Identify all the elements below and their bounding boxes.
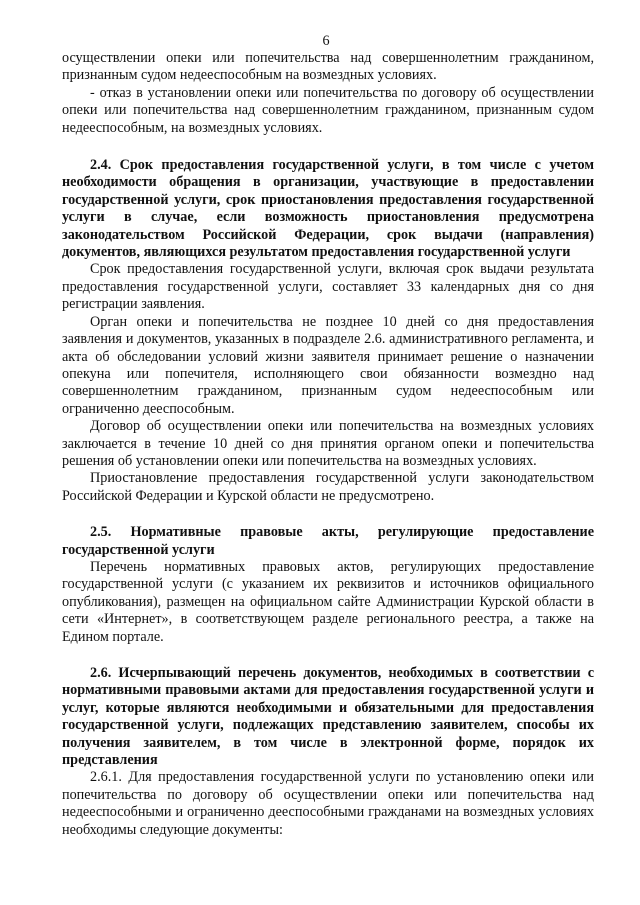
section-2-4-paragraph-2: Орган опеки и попечительства не позднее 10 дней со дня предоставления заявления и документов, указанных в подразделе 2.6. административного регламента, и акта об обследовании условий жизни заявителя принимает решение о назначении опекуна или попечителя, исполняющего свои обязанности возмездно над совершеннолетним гражданином, признанным судом недееспособным или ограниченно дееспособным. bbox=[62, 313, 594, 417]
section-2-5-heading: 2.5. Нормативные правовые акты, регулирующие предоставление государственной услуги bbox=[62, 524, 594, 558]
section-2-6-paragraph-1: 2.6.1. Для предоставления государственной услуги по установлению опеки или попечительства по договору об осуществлении опеки или попечительства над недееспособными и ограниченно дееспособными гражданами на возмездных условиях необходимы следующие документы: bbox=[62, 769, 594, 838]
paragraph-refusal: - отказ в установлении опеки или попечительства по договору об осуществлении опеки или попечительства над совершеннолетним гражданином, признанным судом недееспособным, на возмездных условиях. bbox=[62, 84, 594, 136]
spacer bbox=[62, 137, 594, 157]
spacer bbox=[62, 646, 594, 665]
page-number: 6 bbox=[322, 33, 330, 49]
spacer bbox=[62, 505, 594, 524]
section-2-4-paragraph-1: Срок предоставления государственной услуги, включая срок выдачи результата предоставления государственной услуги, составляет 33 календарных дня со дня регистрации заявления. bbox=[62, 261, 594, 313]
section-2-4-paragraph-3: Договор об осуществлении опеки или попечительства на возмездных условиях заключается в течение 10 дней со дня принятия органом опеки и попечительства решения об установлении опеки или попечительства на возмездных условиях. bbox=[62, 418, 594, 469]
section-2-4-paragraph-4: Приостановление предоставления государственной услуги законодательством Российской Федерации и Курской области не предусмотрено. bbox=[62, 470, 594, 504]
section-2-5-paragraph-1: Перечень нормативных правовых актов, регулирующих предоставление государственной услуги (с указанием их реквизитов и источников официального опубликования), размещен на официальном сайте Администрации Курской области в сети «Интернет», в соответствующем разделе регионального реестра, а также на Едином портале. bbox=[62, 558, 594, 645]
section-2-6-heading: 2.6. Исчерпывающий перечень документов, необходимых в соответствии с нормативными правовыми актами для предоставления государственной услуги и услуг, которые являются необходимыми и обязательными для предоставления государственной услуги, подлежащих представлению заявителем, способы их получения заявителем, в том числе в электронной форме, порядок их представления bbox=[62, 665, 594, 769]
section-2-4-heading: 2.4. Срок предоставления государственной услуги, в том числе с учетом необходимости обращения в организации, участвующие в предоставлении государственной услуги, срок приостановления предоставления государственной услуги в случае, если возможность приостановления предусмотрена законодательством Российской Федерации, срок выдачи (направления) документов, являющихся результатом предоставления государственной услуги bbox=[62, 157, 594, 261]
document-page bbox=[62, 0, 594, 839]
paragraph-intro: осуществлении опеки или попечительства над совершеннолетним гражданином, признанным судом недееспособным на возмездных условиях. bbox=[62, 50, 594, 84]
